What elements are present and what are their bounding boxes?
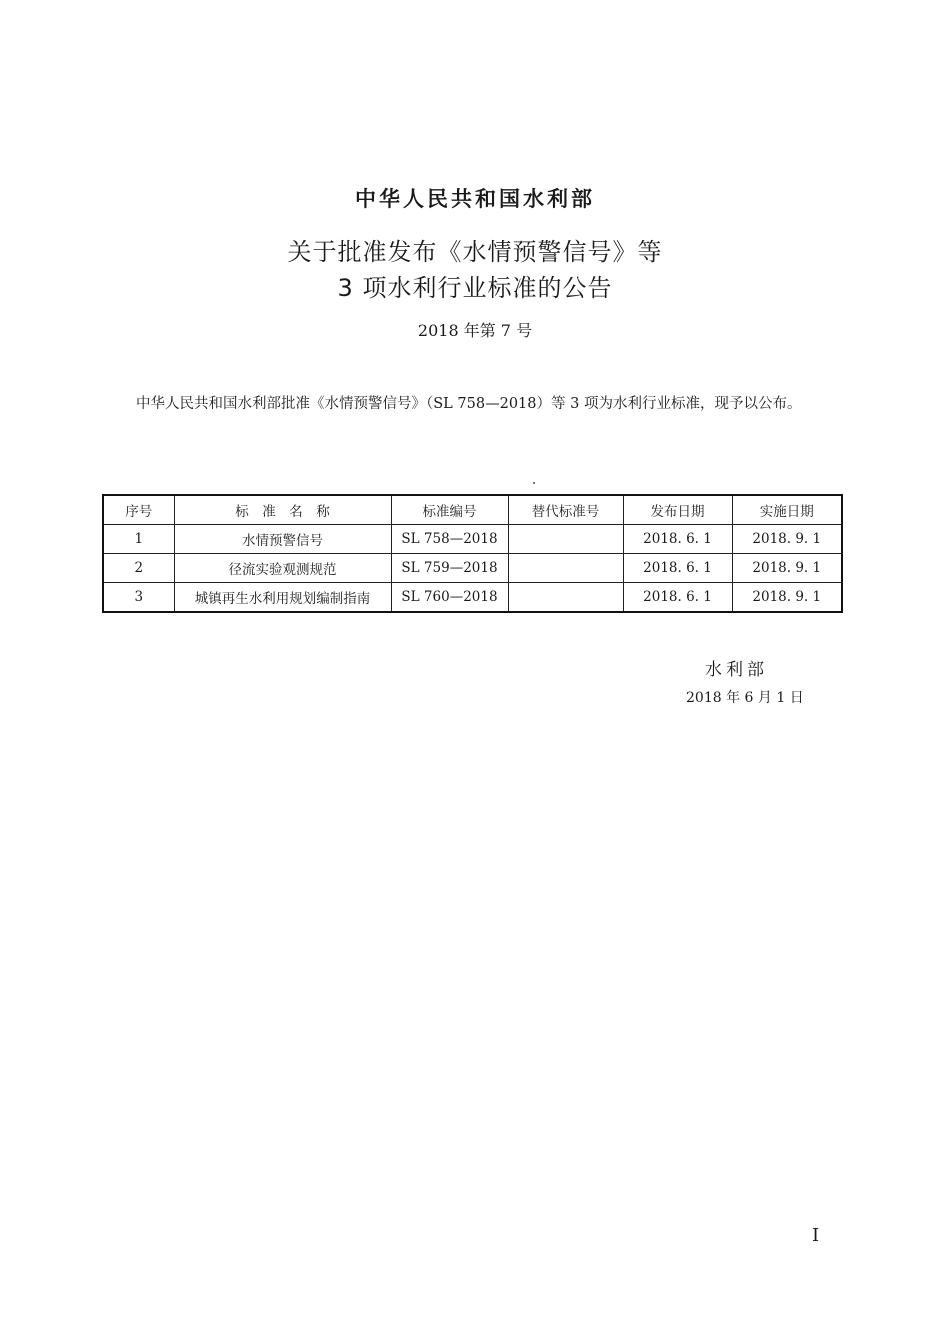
cell-replaced-code xyxy=(508,554,623,583)
page-number: I xyxy=(812,1225,820,1246)
announcement-body: 中华人民共和国水利部批准《水情预警信号》（SL 758—2018）等 3 项为水利行业标准，现予以公布。 xyxy=(136,396,802,412)
cell-effective-date: 2018. 9. 1 xyxy=(732,525,842,554)
cell-seq: 2 xyxy=(103,554,174,583)
cell-effective-date: 2018. 9. 1 xyxy=(732,554,842,583)
cell-replaced-code xyxy=(508,583,623,613)
table-header-row xyxy=(103,495,842,525)
cell-standard-name: 水情预警信号 xyxy=(174,525,391,554)
header-standard-code: 标准编号 xyxy=(391,495,508,525)
scan-dot-mark xyxy=(533,482,535,484)
announcement-title-line-1: 关于批准发布《水情预警信号》等 xyxy=(287,238,663,266)
issue-number: 2018 年第 7 号 xyxy=(417,321,533,340)
cell-standard-code: SL 758—2018 xyxy=(391,525,508,554)
cell-standard-name: 城镇再生水利用规划编制指南 xyxy=(174,583,391,613)
signature-date: 2018 年 6 月 1 日 xyxy=(686,690,804,706)
cell-seq: 1 xyxy=(103,525,174,554)
header-replaced-code: 替代标准号 xyxy=(508,495,623,525)
table-row xyxy=(103,583,842,613)
header-issue-date: 发布日期 xyxy=(623,495,732,525)
cell-standard-code: SL 759—2018 xyxy=(391,554,508,583)
cell-standard-name: 径流实验观测规范 xyxy=(174,554,391,583)
cell-issue-date: 2018. 6. 1 xyxy=(623,554,732,583)
cell-seq: 3 xyxy=(103,583,174,613)
cell-standard-code: SL 760—2018 xyxy=(391,583,508,613)
cell-issue-date: 2018. 6. 1 xyxy=(623,525,732,554)
header-seq: 序号 xyxy=(103,495,174,525)
issuing-ministry: 中华人民共和国水利部 xyxy=(355,187,595,211)
announcement-title-line-2: 3 项水利行业标准的公告 xyxy=(337,274,613,302)
header-effective-date: 实施日期 xyxy=(732,495,842,525)
cell-effective-date: 2018. 9. 1 xyxy=(732,583,842,613)
signature-organization: 水利部 xyxy=(705,660,768,680)
standards-table xyxy=(102,494,843,613)
cell-replaced-code xyxy=(508,525,623,554)
cell-issue-date: 2018. 6. 1 xyxy=(623,583,732,613)
header-standard-name: 标 准 名 称 xyxy=(174,495,391,525)
table-row xyxy=(103,525,842,554)
table-row xyxy=(103,554,842,583)
